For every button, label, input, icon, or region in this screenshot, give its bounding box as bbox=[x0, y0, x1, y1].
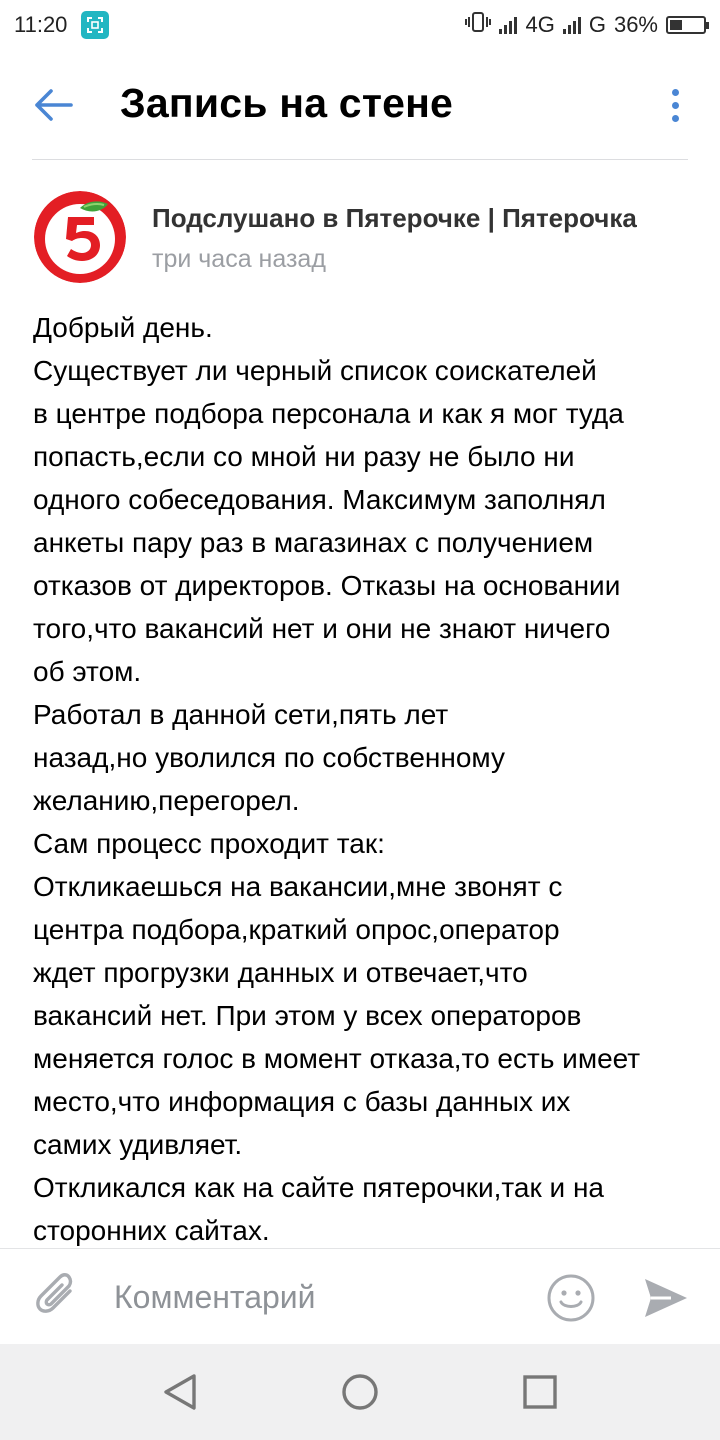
triangle-back-icon bbox=[160, 1372, 200, 1412]
nav-back-button[interactable] bbox=[160, 1372, 200, 1412]
post-text-line: желанию,перегорел. bbox=[33, 785, 300, 816]
status-bar bbox=[0, 0, 720, 50]
post-text-line: назад,но уволился по собственному bbox=[33, 742, 505, 773]
more-vertical-icon bbox=[672, 89, 679, 96]
screenshot-icon bbox=[81, 11, 109, 39]
nav-recent-apps-button[interactable] bbox=[522, 1374, 558, 1410]
post-text-line: самих удивляет. bbox=[33, 1129, 243, 1160]
post-text-line: вакансий нет. При этом у всех операторов bbox=[33, 1000, 582, 1031]
author-name[interactable]: Подслушано в Пятерочке | Пятерочка bbox=[152, 203, 637, 233]
post-text-line: Откликался как на сайте пятерочки,так и на bbox=[33, 1172, 604, 1203]
battery-icon bbox=[666, 16, 706, 34]
post-header bbox=[0, 185, 720, 295]
post-text-line: Добрый день. bbox=[33, 312, 213, 343]
app-header bbox=[0, 50, 720, 160]
network-label-2: G bbox=[588, 12, 606, 37]
attach-button[interactable] bbox=[32, 1271, 84, 1323]
signal-icon bbox=[499, 16, 517, 34]
more-options-button[interactable] bbox=[660, 80, 690, 130]
post-text-line: Сам процесс проходит так: bbox=[33, 828, 385, 859]
battery-percent: 36% bbox=[613, 12, 658, 37]
square-recent-icon bbox=[522, 1374, 558, 1410]
status-time: 11:20 bbox=[14, 12, 68, 37]
back-button[interactable] bbox=[28, 80, 78, 130]
post-text-line: сторонних сайтах. bbox=[33, 1215, 270, 1246]
post-text-line: об этом. bbox=[33, 656, 142, 687]
status-indicators bbox=[465, 11, 706, 39]
post-text-line: Работал в данной сети,пять лет bbox=[33, 699, 449, 730]
battery-fill bbox=[670, 20, 682, 30]
page-title: Запись на стене bbox=[120, 80, 454, 126]
emoji-button[interactable] bbox=[546, 1273, 596, 1323]
comment-bar bbox=[0, 1248, 720, 1344]
header-divider bbox=[32, 159, 688, 160]
vibrate-icon bbox=[465, 11, 491, 39]
system-nav-bar bbox=[0, 1344, 720, 1440]
post-text-line: центра подбора,краткий опрос,оператор bbox=[33, 914, 560, 945]
circle-home-icon bbox=[340, 1372, 380, 1412]
smile-icon bbox=[546, 1273, 596, 1323]
post-time: три часа назад bbox=[152, 245, 326, 273]
signal-icon bbox=[563, 16, 581, 34]
post-text-line: одного собеседования. Максимум заполнял bbox=[33, 484, 606, 515]
post-text-line: того,что вакансий нет и они не знают ничего bbox=[33, 613, 611, 644]
post-body bbox=[33, 306, 703, 1252]
post-text-line: меняется голос в момент отказа,то есть имеет bbox=[33, 1043, 641, 1074]
post-text-line: анкеты пару раз в магазинах с получением bbox=[33, 527, 594, 558]
avatar[interactable] bbox=[34, 191, 126, 283]
send-button[interactable] bbox=[640, 1273, 690, 1323]
network-label-1: 4G bbox=[525, 12, 555, 37]
pyaterochka-logo-icon bbox=[34, 191, 126, 283]
nav-home-button[interactable] bbox=[340, 1372, 380, 1412]
comment-input[interactable] bbox=[114, 1271, 514, 1323]
post-text-line: попасть,если со мной ни разу не было ни bbox=[33, 441, 575, 472]
post-text-line: Откликаешься на вакансии,мне звонят с bbox=[33, 871, 563, 902]
post-text-line: место,что информация с базы данных их bbox=[33, 1086, 571, 1117]
arrow-left-icon bbox=[33, 88, 73, 122]
post-text-line: в центре подбора персонала и как я мог туда bbox=[33, 398, 624, 429]
post-text-line: ждет прогрузки данных и отвечает,что bbox=[33, 957, 528, 988]
post-text-line: отказов от директоров. Отказы на основании bbox=[33, 570, 621, 601]
post-text-line: Существует ли черный список соискателей bbox=[33, 355, 597, 386]
send-icon bbox=[640, 1273, 690, 1323]
paperclip-icon bbox=[32, 1271, 84, 1323]
